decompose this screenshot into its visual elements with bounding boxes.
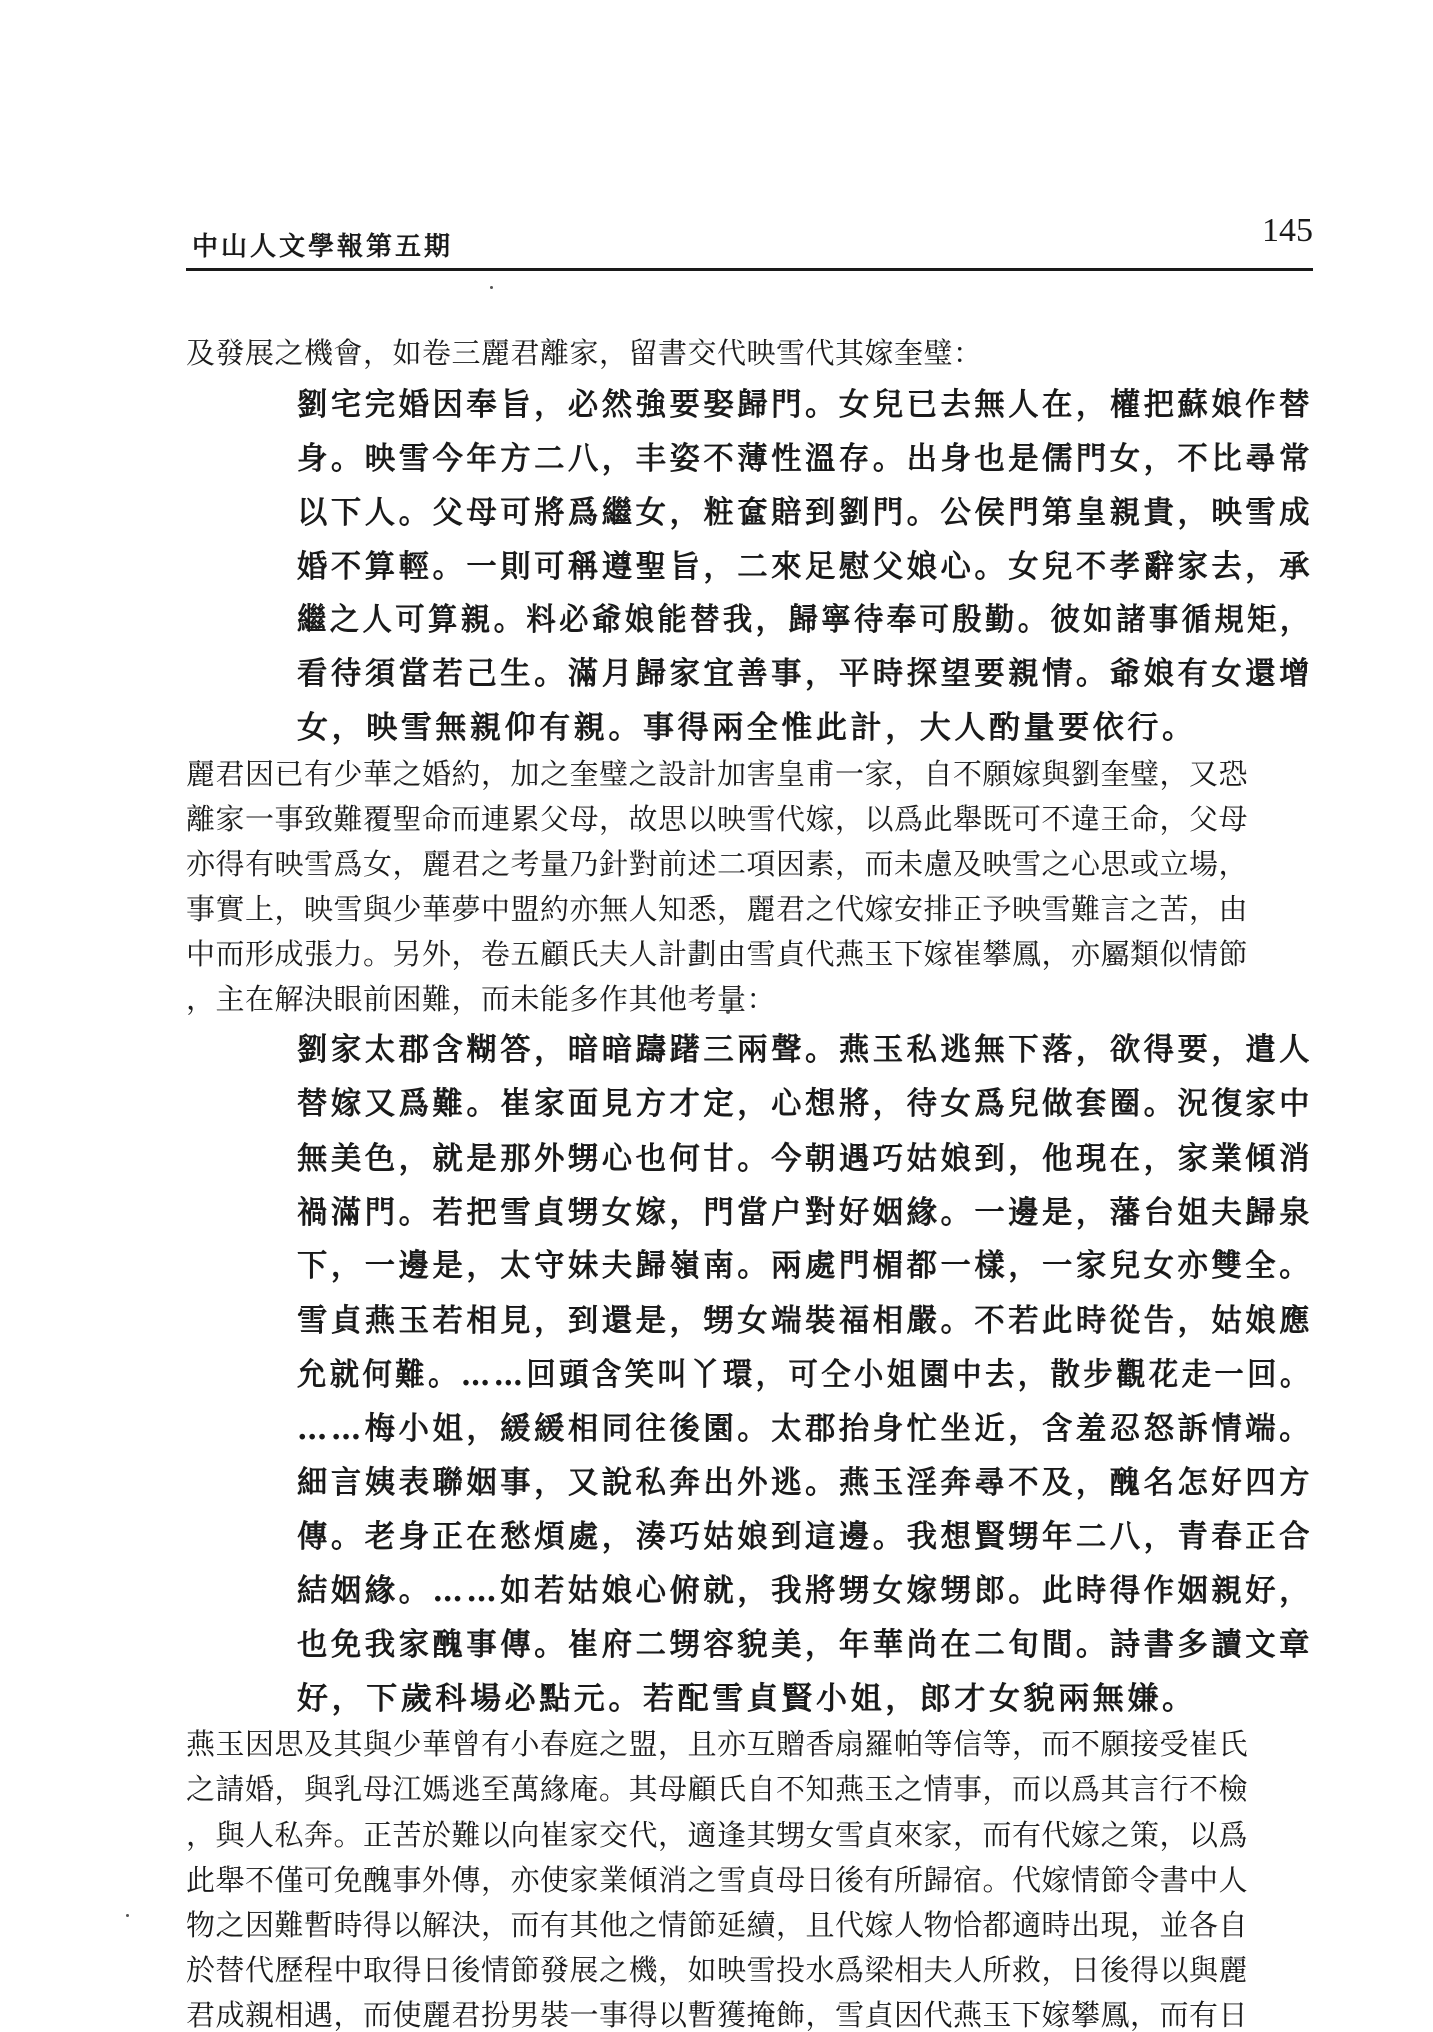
- text-line: 君成親相遇，而使麗君扮男裝一事得以暫獲掩飾，雪貞因代燕玉下嫁攀鳳，而有日: [186, 1998, 1249, 2032]
- journal-title: 中山人文學報第五期: [192, 232, 454, 262]
- quote-line: 劉宅完婚因奉旨，必然強要娶歸門。女兒已去無人在，權把蘇娘作替: [297, 387, 1313, 423]
- quote-line: 禍滿門。若把雪貞甥女嫁，門當户對好姻緣。一邊是，藩台姐夫歸泉: [297, 1195, 1313, 1231]
- text-line: 此舉不僅可免醜事外傳，亦使家業傾消之雪貞母日後有所歸宿。代嫁情節令書中人: [186, 1863, 1249, 1897]
- quote-line: 允就何難。……回頭含笑叫丫環，可仝小姐園中去，散步觀花走一回。: [297, 1357, 1313, 1393]
- quote-line: 也免我家醜事傳。崔府二甥容貌美，年華尚在二旬間。詩書多讀文章: [297, 1627, 1313, 1663]
- quote-line: 繼之人可算親。料必爺娘能替我，歸寧待奉可殷勤。彼如諸事循規矩，: [297, 602, 1313, 638]
- quote-line: 替嫁又爲難。崔家面見方才定，心想將，待女爲兒做套圈。況復家中: [297, 1086, 1313, 1122]
- quote-line: 身。映雪今年方二八，丰姿不薄性溫存。出身也是儒門女，不比尋常: [297, 441, 1313, 477]
- quote-line: 下，一邊是，太守妹夫歸嶺南。兩處門楣都一樣，一家兒女亦雙全。: [297, 1248, 1313, 1284]
- quote-line: 傳。老身正在愁煩處，湊巧姑娘到這邊。我想賢甥年二八，青春正合: [297, 1519, 1313, 1555]
- quote-line: 結姻緣。……如若姑娘心俯就，我將甥女嫁甥郎。此時得作姻親好，: [297, 1573, 1313, 1609]
- text-line: ，主在解決眼前困難，而未能多作其他考量：: [186, 982, 777, 1016]
- text-line: 物之因難暫時得以解決，而有其他之情節延續，且代嫁人物恰都適時出現，並各自: [186, 1908, 1249, 1942]
- quote-line: 好，下歲科場必點元。若配雪貞賢小姐，郎才女貌兩無嫌。: [297, 1681, 1197, 1717]
- quote-line: 婚不算輕。一則可稱遵聖旨，二來足慰父娘心。女兒不孝辭家去，承: [297, 549, 1313, 585]
- text-line: 之請婚，與乳母江媽逃至萬緣庵。其母顧氏自不知燕玉之情事，而以爲其言行不檢: [186, 1772, 1249, 1806]
- quote-line: 以下人。父母可將爲繼女，粧奩賠到劉門。公侯門第皇親貴，映雪成: [297, 495, 1313, 531]
- quote-line: ……梅小姐，緩緩相同往後園。太郡抬身忙坐近，含羞忍怒訴情端。: [297, 1411, 1313, 1447]
- running-header: [186, 212, 1313, 270]
- quote-line: 女，映雪無親仰有親。事得兩全惟此計，大人酌量要依行。: [297, 710, 1197, 746]
- text-line: 離家一事致難覆聖命而連累父母，故思以映雪代嫁，以爲此舉既可不違王命，父母: [186, 802, 1249, 836]
- text-line: ，與人私奔。正苦於難以向崔家交代，適逢其甥女雪貞來家，而有代嫁之策，以爲: [186, 1818, 1249, 1852]
- quote-line: 看待須當若己生。滿月歸家宜善事，平時探望要親情。爺娘有女還增: [297, 656, 1313, 692]
- page-number: 145: [1262, 212, 1313, 249]
- intro-line: 及發展之機會，如卷三麗君離家，留書交代映雪代其嫁奎璧：: [186, 336, 983, 370]
- text-line: 中而形成張力。另外，卷五顧氏夫人計劃由雪貞代燕玉下嫁崔攀鳳，亦屬類似情節: [186, 937, 1249, 971]
- header-rule: [186, 268, 1313, 271]
- quote-line: 細言姨表聯姻事，又說私奔出外逃。燕玉淫奔尋不及，醜名怎好四方: [297, 1465, 1313, 1501]
- text-line: 亦得有映雪爲女，麗君之考量乃針對前述二項因素，而未慮及映雪之心思或立場，: [186, 847, 1249, 881]
- text-line: 於替代歷程中取得日後情節發展之機，如映雪投水爲梁相夫人所救，日後得以與麗: [186, 1953, 1249, 1987]
- scan-speck: [490, 286, 493, 289]
- quote-line: 雪貞燕玉若相見，到還是，甥女端裝福相嚴。不若此時從告，姑娘應: [297, 1303, 1313, 1339]
- scan-speck: [126, 1914, 129, 1917]
- quote-line: 無美色，就是那外甥心也何甘。今朝遇巧姑娘到，他現在，家業傾消: [297, 1141, 1313, 1177]
- text-line: 麗君因已有少華之婚約，加之奎璧之設計加害皇甫一家，自不願嫁與劉奎璧，又恐: [186, 757, 1249, 791]
- text-line: 燕玉因思及其與少華曾有小春庭之盟，且亦互贈香扇羅帕等信等，而不願接受崔氏: [186, 1727, 1249, 1761]
- quote-line: 劉家太郡含糊答，暗暗躊躇三兩聲。燕玉私逃無下落，欲得要，遣人: [297, 1032, 1313, 1068]
- text-line: 事實上，映雪與少華夢中盟約亦無人知悉，麗君之代嫁安排正予映雪難言之苦，由: [186, 892, 1249, 926]
